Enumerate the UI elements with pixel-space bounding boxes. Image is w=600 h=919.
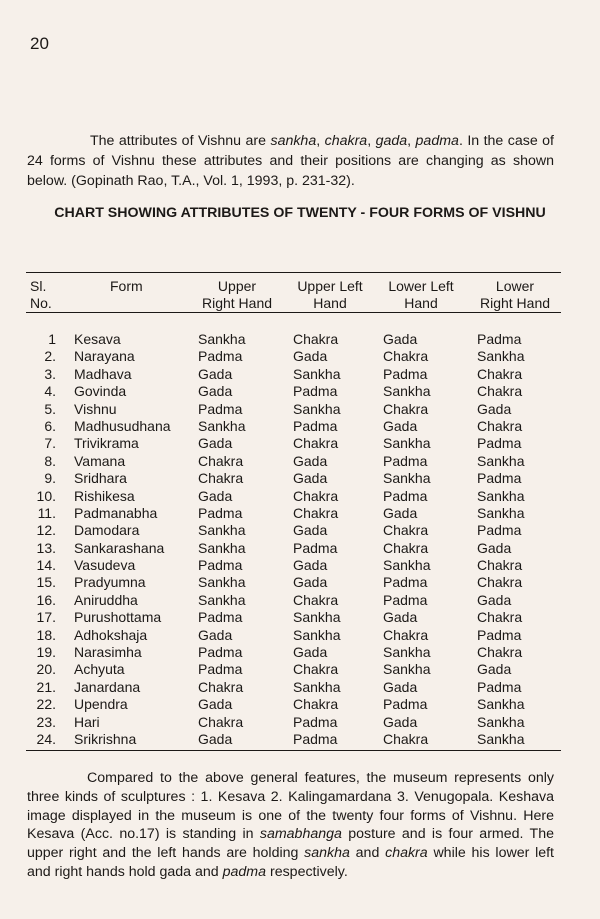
outro-text: posture and is four armed. The upper right and the left hands are holding (27, 826, 554, 862)
header-sl-no-line2: No. (30, 295, 52, 311)
table-row (0, 679, 600, 696)
row-form: Sridhara (74, 470, 127, 487)
table-row (0, 383, 600, 400)
header-upper-right-hand (196, 278, 278, 312)
row-number: 19. (36, 644, 56, 661)
row-upper-right: Gada (198, 365, 233, 382)
row-upper-left: Gada (293, 452, 328, 469)
row-lower-right: Chakra (477, 644, 523, 661)
row-upper-right: Sankha (198, 417, 246, 434)
row-lower-right: Gada (477, 591, 512, 608)
row-form: Vamana (74, 452, 126, 469)
table-row (0, 661, 600, 678)
table-row (0, 731, 600, 748)
row-lower-left: Sankha (383, 383, 431, 400)
intro-text: The attributes of Vishnu are (90, 133, 271, 149)
row-upper-left: Gada (293, 348, 328, 365)
row-lower-right: Sankha (477, 487, 525, 504)
row-upper-left: Padma (293, 539, 338, 556)
table-row (0, 644, 600, 661)
row-lower-right: Chakra (477, 417, 523, 434)
row-upper-left: Chakra (293, 661, 339, 678)
row-upper-left: Gada (293, 557, 328, 574)
header-sl-no (30, 278, 52, 312)
outro-posture: samabhanga (259, 826, 342, 843)
header-upper-right-line1: Upper (217, 278, 257, 294)
row-lower-right: Chakra (477, 365, 523, 382)
row-lower-right: Gada (477, 539, 512, 556)
row-upper-right: Gada (198, 487, 233, 504)
row-upper-right: Sankha (198, 331, 246, 347)
header-form-label: Form (110, 278, 143, 294)
row-upper-left: Padma (293, 713, 338, 730)
row-upper-left: Sankha (293, 400, 341, 417)
row-number: 24. (36, 730, 56, 747)
row-lower-left: Sankha (383, 435, 431, 452)
row-lower-right: Chakra (477, 557, 523, 574)
row-form: Madhusudhana (74, 417, 171, 434)
row-upper-left: Chakra (293, 487, 339, 504)
row-form: Adhokshaja (74, 626, 148, 643)
outro-attr-chakra: chakra (385, 845, 428, 862)
intro-paragraph (27, 131, 554, 191)
row-lower-right: Chakra (477, 574, 523, 591)
row-form: Rishikesa (74, 487, 135, 504)
row-upper-right: Gada (198, 435, 233, 452)
row-lower-left: Gada (383, 678, 418, 695)
row-lower-right: Padma (477, 435, 522, 452)
row-lower-left: Gada (383, 713, 418, 730)
row-upper-right: Sankha (198, 574, 246, 591)
row-number: 15. (36, 574, 56, 591)
table-row (0, 505, 600, 522)
row-upper-right: Sankha (198, 591, 246, 608)
row-upper-left: Chakra (293, 696, 339, 713)
table-top-rule (26, 272, 561, 273)
row-lower-right: Sankha (477, 696, 525, 713)
row-upper-right: Gada (198, 696, 233, 713)
row-upper-left: Gada (293, 522, 328, 539)
table-row (0, 522, 600, 539)
table-row (0, 574, 600, 591)
table-row (0, 453, 600, 470)
row-form: Pradyumna (74, 574, 146, 591)
header-sl-no-line1: Sl. (30, 278, 47, 294)
row-upper-right: Gada (198, 383, 233, 400)
row-upper-left: Chakra (293, 591, 339, 608)
row-lower-left: Padma (383, 591, 428, 608)
row-number: 1 (48, 331, 56, 347)
intro-sep: , (316, 133, 325, 149)
row-form: Aniruddha (74, 591, 138, 608)
row-upper-right: Padma (198, 504, 243, 521)
row-form: Kesava (74, 331, 121, 347)
row-upper-right: Padma (198, 557, 243, 574)
row-number: 16. (36, 591, 56, 608)
row-number: 5. (44, 400, 56, 417)
row-upper-right: Padma (198, 400, 243, 417)
table-row (0, 331, 600, 348)
row-number: 14. (36, 557, 56, 574)
intro-text-end: . In the case of 24 forms of Vishnu these attributes and their positions are changing as shown below. (Gopinath Rao, T.A., Vol. 1, 1993, p. 231-32). (27, 133, 554, 189)
row-form: Vishnu (74, 400, 117, 417)
row-form: Trivikrama (74, 435, 139, 452)
row-upper-left: Sankha (293, 609, 341, 626)
row-lower-right: Sankha (477, 713, 525, 730)
row-number: 11. (37, 504, 56, 521)
table-header-rule (26, 312, 561, 313)
row-lower-left: Padma (383, 696, 428, 713)
row-form: Vasudeva (74, 557, 136, 574)
row-lower-right: Padma (477, 678, 522, 695)
header-lower-left-line2: Hand (404, 295, 438, 311)
row-upper-right: Gada (198, 626, 233, 643)
row-lower-left: Gada (383, 504, 418, 521)
row-upper-left: Gada (293, 470, 328, 487)
row-lower-left: Gada (383, 417, 418, 434)
row-form: Purushottama (74, 609, 162, 626)
table-row (0, 348, 600, 365)
table-row (0, 435, 600, 452)
row-upper-left: Sankha (293, 678, 341, 695)
row-number: 17. (36, 609, 56, 626)
row-upper-right: Padma (198, 348, 243, 365)
row-upper-left: Gada (293, 644, 328, 661)
row-lower-left: Sankha (383, 557, 431, 574)
row-upper-left: Padma (293, 730, 338, 747)
row-lower-right: Padma (477, 331, 522, 347)
row-upper-left: Gada (293, 574, 328, 591)
table-row (0, 366, 600, 383)
row-number: 7. (44, 435, 56, 452)
outro-text: while his lower left and right hands hold gada and (27, 845, 554, 880)
outro-attr-padma: padma (222, 863, 267, 880)
chart-title: CHART SHOWING ATTRIBUTES OF TWENTY - FOUR FORMS OF VISHNU (54, 205, 546, 221)
page-number: 20 (30, 34, 49, 53)
row-form: Narasimha (74, 644, 142, 661)
row-number: 4. (44, 383, 56, 400)
row-upper-right: Padma (198, 661, 243, 678)
table-row (0, 609, 600, 626)
row-lower-left: Sankha (383, 661, 431, 678)
row-lower-left: Padma (383, 452, 428, 469)
row-number: 3. (44, 365, 56, 382)
row-lower-left: Chakra (383, 522, 429, 539)
header-lower-right-line2: Right Hand (479, 295, 551, 311)
row-number: 10. (36, 487, 56, 504)
row-lower-right: Padma (477, 522, 522, 539)
row-number: 13. (36, 539, 56, 556)
header-upper-left-hand (290, 278, 370, 312)
row-lower-right: Padma (477, 470, 522, 487)
row-upper-left: Padma (293, 383, 338, 400)
intro-attr-padma: padma (415, 133, 459, 149)
header-lower-right-hand (474, 278, 556, 312)
table-row (0, 696, 600, 713)
outro-text: and (349, 845, 386, 862)
row-lower-left: Padma (383, 574, 428, 591)
row-lower-left: Chakra (383, 348, 429, 365)
row-number: 2. (44, 348, 56, 365)
outro-text: Compared to the above general features, the museum represents only three kinds of sculptures : 1. Kesava 2. Kalingamardana 3. Venugopala. Keshava image displayed in the museum is one of the twenty four forms of Vishnu. Here Kesava (Acc. no.17) is standing in (27, 770, 554, 843)
row-number: 8. (44, 452, 56, 469)
row-form: Padmanabha (74, 504, 158, 521)
header-upper-left-line2: Hand (313, 295, 347, 311)
row-upper-right: Chakra (198, 713, 244, 730)
row-lower-left: Padma (383, 487, 428, 504)
row-number: 23. (36, 713, 56, 730)
outro-paragraph (27, 769, 554, 882)
row-upper-right: Chakra (198, 678, 244, 695)
row-lower-left: Chakra (383, 626, 429, 643)
row-upper-left: Padma (293, 417, 338, 434)
header-lower-left-line1: Lower Left (388, 278, 454, 294)
row-lower-right: Gada (477, 661, 512, 678)
row-form: Govinda (74, 383, 127, 400)
row-lower-right: Sankha (477, 730, 525, 747)
row-number: 18. (36, 626, 56, 643)
row-lower-left: Gada (383, 331, 418, 347)
intro-attr-chakra: chakra (324, 133, 368, 149)
row-upper-right: Padma (198, 609, 243, 626)
row-lower-left: Chakra (383, 400, 429, 417)
row-lower-right: Sankha (477, 504, 525, 521)
header-lower-right-line1: Lower (495, 278, 535, 294)
table-bottom-rule (26, 750, 561, 751)
table-row (0, 714, 600, 731)
intro-sep: , (407, 133, 416, 149)
row-number: 20. (36, 661, 56, 678)
row-lower-left: Padma (383, 365, 428, 382)
row-form: Srikrishna (74, 730, 137, 747)
row-form: Upendra (74, 696, 128, 713)
header-upper-left-line1: Upper Left (297, 278, 363, 294)
row-number: 6. (44, 417, 56, 434)
row-lower-left: Sankha (383, 470, 431, 487)
header-form (110, 278, 143, 295)
table-body (0, 331, 600, 748)
row-number: 21. (36, 678, 56, 695)
row-upper-left: Chakra (293, 435, 339, 452)
table-row (0, 557, 600, 574)
table-row (0, 592, 600, 609)
outro-text-end: respectively. (266, 863, 348, 880)
row-lower-right: Gada (477, 400, 512, 417)
row-form: Hari (74, 713, 100, 730)
row-upper-right: Sankha (198, 539, 246, 556)
row-form: Sankarashana (74, 539, 165, 556)
row-lower-left: Sankha (383, 644, 431, 661)
table-row (0, 488, 600, 505)
row-lower-left: Gada (383, 609, 418, 626)
row-upper-left: Sankha (293, 365, 341, 382)
row-upper-right: Sankha (198, 522, 246, 539)
row-number: 9. (44, 470, 56, 487)
row-upper-left: Chakra (293, 331, 339, 347)
row-form: Damodara (74, 522, 140, 539)
header-upper-right-line2: Right Hand (201, 295, 273, 311)
intro-attr-gada: gada (375, 133, 408, 149)
table-row (0, 540, 600, 557)
outro-attr-sankha: sankha (304, 845, 350, 862)
row-form: Janardana (74, 678, 141, 695)
row-upper-right: Gada (198, 730, 233, 747)
row-lower-right: Chakra (477, 383, 523, 400)
intro-sep: , (367, 133, 376, 149)
table-row (0, 418, 600, 435)
row-number: 22. (36, 696, 56, 713)
table-row (0, 470, 600, 487)
row-upper-left: Chakra (293, 504, 339, 521)
table-row (0, 401, 600, 418)
row-lower-right: Chakra (477, 609, 523, 626)
table-row (0, 627, 600, 644)
row-form: Narayana (74, 348, 135, 365)
row-lower-left: Chakra (383, 539, 429, 556)
row-upper-right: Chakra (198, 452, 244, 469)
row-upper-right: Chakra (198, 470, 244, 487)
row-lower-right: Padma (477, 626, 522, 643)
row-lower-right: Sankha (477, 348, 525, 365)
row-form: Madhava (74, 365, 132, 382)
row-lower-left: Chakra (383, 730, 429, 747)
row-form: Achyuta (74, 661, 125, 678)
row-upper-left: Sankha (293, 626, 341, 643)
row-upper-right: Padma (198, 644, 243, 661)
row-number: 12. (36, 522, 56, 539)
header-lower-left-hand (381, 278, 461, 312)
row-lower-right: Sankha (477, 452, 525, 469)
intro-attr-sankha: sankha (270, 133, 317, 149)
